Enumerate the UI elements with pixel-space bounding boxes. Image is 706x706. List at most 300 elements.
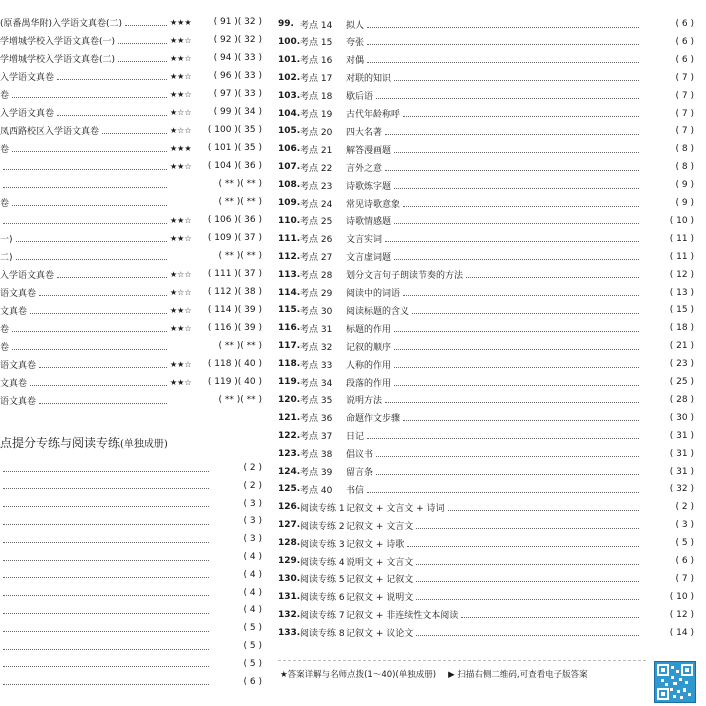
- toc-entry-title: 阅读中的词语: [346, 289, 401, 299]
- toc-row[interactable]: [0, 567, 262, 583]
- toc-row[interactable]: [0, 460, 262, 476]
- toc-row[interactable]: [0, 674, 262, 690]
- toc-entry-category: 阅读专练 1: [300, 503, 345, 514]
- toc-entry-title: 卷: [0, 324, 10, 335]
- difficulty-stars: ★★☆: [170, 89, 192, 99]
- dot-leader: [3, 542, 209, 543]
- toc-page-number: ( 96 )( 33 ): [213, 71, 262, 81]
- toc-page-number: ( 8 ): [675, 162, 694, 173]
- toc-row[interactable]: [0, 266, 262, 282]
- toc-entry-number: 131.: [278, 591, 301, 602]
- dot-leader: [3, 666, 209, 667]
- dot-leader: [125, 25, 167, 26]
- toc-row[interactable]: [278, 159, 694, 175]
- toc-row[interactable]: [278, 356, 694, 372]
- toc-page-number: ( 104 )( 36 ): [207, 161, 262, 171]
- dot-leader: [39, 403, 167, 404]
- footer-note: [280, 668, 652, 680]
- toc-row[interactable]: [278, 267, 694, 283]
- toc-entry-number: 104.: [278, 108, 301, 119]
- dot-leader: [3, 488, 209, 489]
- toc-entry-category: 考点 15: [300, 38, 333, 49]
- toc-page-number: ( 109 )( 37 ): [207, 233, 262, 243]
- toc-row[interactable]: [0, 356, 262, 372]
- toc-page-number: ( 7 ): [675, 90, 694, 101]
- toc-entry-category: 考点 36: [300, 414, 333, 425]
- toc-entry-category: 考点 16: [300, 56, 333, 67]
- toc-page-number: ( 5 ): [243, 641, 262, 651]
- dot-leader: [367, 44, 639, 45]
- toc-entry-category: 考点 39: [300, 468, 333, 478]
- toc-entry-title: 记叙文 + 记叙文: [346, 575, 414, 586]
- toc-page-number: ( 3 ): [243, 516, 262, 527]
- section-heading: [0, 434, 262, 451]
- toc-row[interactable]: [278, 392, 694, 408]
- toc-entry-title: 卷: [0, 198, 10, 209]
- toc-row[interactable]: [0, 620, 262, 636]
- difficulty-stars: ★★☆: [170, 215, 192, 225]
- dot-leader: [3, 169, 167, 170]
- dot-leader: [367, 27, 639, 28]
- toc-page-number: ( 106 )( 36 ): [207, 215, 262, 225]
- toc-page-number: ( 116 )( 39 ): [207, 323, 262, 333]
- toc-page-number: ( 91 )( 32 ): [213, 17, 262, 27]
- toc-entry-title: 划分文言句子朗读节奏的方法: [346, 271, 464, 282]
- toc-entry-number: 105.: [278, 126, 301, 137]
- toc-entry-number: 115.: [278, 305, 301, 316]
- toc-row[interactable]: [0, 338, 262, 354]
- difficulty-stars: ★★☆: [170, 71, 192, 81]
- toc-row[interactable]: [278, 589, 694, 605]
- toc-entry-title: 人称的作用: [346, 360, 392, 371]
- toc-row[interactable]: [0, 104, 262, 120]
- toc-row[interactable]: [278, 553, 694, 569]
- toc-entry-number: 119.: [278, 377, 301, 387]
- toc-page-number: ( 111 )( 37 ): [207, 269, 262, 279]
- toc-entry-category: 考点 27: [300, 253, 333, 264]
- toc-row[interactable]: [278, 517, 694, 533]
- toc-page-number: ( 94 )( 33 ): [213, 53, 262, 63]
- toc-page-number: ( 4 ): [243, 569, 262, 580]
- toc-row[interactable]: [278, 34, 694, 50]
- toc-entry-title: 学增城学校入学语文真卷(二): [0, 54, 116, 65]
- toc-page-number: ( 6 ): [675, 36, 694, 47]
- dot-leader: [3, 649, 209, 650]
- dot-leader: [367, 62, 639, 63]
- toc-page-number: ( 5 ): [675, 538, 694, 549]
- toc-entry-title: 语文真卷: [0, 396, 37, 407]
- toc-entry-category: 考点 24: [300, 199, 333, 210]
- toc-entry-title: 阅读标题的含义: [346, 306, 410, 317]
- toc-entry-title: 卷: [0, 342, 10, 353]
- toc-entry-category: 考点 25: [300, 217, 333, 228]
- toc-entry-category: 考点 33: [300, 360, 333, 371]
- toc-entry-number: 128.: [278, 538, 301, 549]
- toc-page-number: ( 6 ): [675, 19, 694, 29]
- toc-entry-category: 考点 38: [300, 450, 333, 461]
- toc-entry-number: 130.: [278, 573, 301, 584]
- toc-row[interactable]: [278, 52, 694, 68]
- dot-leader: [376, 98, 639, 99]
- toc-entry-title: 语文真卷: [0, 360, 37, 371]
- toc-page-number: ( 7 ): [675, 126, 694, 137]
- dot-leader: [367, 438, 639, 439]
- toc-row[interactable]: [278, 499, 694, 515]
- toc-row[interactable]: [0, 212, 262, 228]
- toc-entry-number: 121.: [278, 412, 301, 423]
- toc-entry-title: 文真卷: [0, 306, 28, 317]
- toc-row[interactable]: [0, 478, 262, 494]
- toc-entry-number: 126.: [278, 502, 301, 513]
- toc-page-number: ( 14 ): [669, 627, 694, 638]
- toc-entry-category: 考点 21: [300, 145, 333, 156]
- toc-row[interactable]: [278, 231, 694, 247]
- toc-row[interactable]: [0, 50, 262, 66]
- toc-entry-number: 116.: [278, 323, 301, 334]
- toc-entry-title: 入学语文真卷: [0, 108, 55, 119]
- toc-row[interactable]: [0, 392, 262, 408]
- toc-page-number: ( ** )( ** ): [218, 341, 262, 351]
- toc-page-number: ( 9 ): [675, 198, 694, 208]
- toc-entry-title: 对偶: [346, 56, 365, 67]
- dot-leader: [394, 349, 639, 350]
- toc-row[interactable]: [0, 302, 262, 318]
- toc-entry-title: 诗歌情感题: [346, 217, 392, 228]
- toc-entry-title: 文言实词: [346, 235, 383, 246]
- difficulty-stars: ★★★: [170, 17, 192, 27]
- toc-page-number: ( 100 )( 35 ): [207, 125, 262, 135]
- toc-entry-title: 记叙文 + 文言文: [346, 521, 414, 532]
- toc-row[interactable]: [278, 571, 694, 587]
- toc-row[interactable]: [0, 602, 262, 618]
- dot-leader: [403, 420, 639, 421]
- toc-page-number: ( 2 ): [243, 463, 262, 473]
- toc-entry-title: 凤西路校区入学语文真卷: [0, 126, 100, 137]
- toc-entry-category: 考点 28: [300, 271, 333, 282]
- toc-entry-title: 命题作文步骤: [346, 414, 401, 425]
- toc-row[interactable]: [278, 625, 694, 641]
- toc-entry-title: 卷: [0, 90, 10, 101]
- toc-entry-number: 118.: [278, 359, 301, 370]
- toc-entry-category: 考点 19: [300, 110, 333, 120]
- toc-entry-title: 二): [0, 252, 13, 263]
- toc-entry-title: 记叙文 + 说明文: [346, 593, 414, 604]
- dot-leader: [3, 631, 209, 632]
- toc-row[interactable]: [0, 638, 262, 654]
- toc-page-number: ( 25 ): [669, 377, 694, 387]
- toc-row[interactable]: [0, 176, 262, 192]
- toc-page-number: ( 21 ): [669, 341, 694, 352]
- toc-entry-number: 132.: [278, 609, 301, 620]
- toc-entry-category: 考点 29: [300, 289, 333, 299]
- dot-leader: [3, 187, 167, 188]
- toc-row[interactable]: [278, 428, 694, 444]
- toc-page-number: ( 8 ): [675, 144, 694, 155]
- toc-row[interactable]: [278, 213, 694, 229]
- toc-page-number: ( 7 ): [675, 108, 694, 119]
- dot-leader: [12, 151, 167, 152]
- toc-entry-title: 语文真卷: [0, 288, 37, 299]
- toc-row[interactable]: [0, 531, 262, 547]
- toc-page-number: ( 28 ): [669, 394, 694, 405]
- toc-entry-number: 123.: [278, 448, 301, 459]
- toc-entry-title: 诗歌炼字题: [346, 181, 392, 192]
- toc-page-number: ( 5 ): [243, 658, 262, 669]
- toc-page-number: ( 6 ): [243, 676, 262, 687]
- toc-page-number: ( 32 ): [669, 484, 694, 495]
- toc-entry-number: 111.: [278, 233, 301, 244]
- toc-entry-category: 考点 37: [300, 432, 333, 443]
- toc-row[interactable]: [0, 496, 262, 512]
- toc-entry-title: 常见诗歌意象: [346, 199, 401, 210]
- dot-leader: [416, 599, 639, 600]
- toc-row[interactable]: [278, 374, 694, 390]
- toc-page-number: ( 18 ): [669, 323, 694, 334]
- toc-row[interactable]: [0, 122, 262, 138]
- toc-row[interactable]: [0, 585, 262, 601]
- toc-entry-title: 卷: [0, 144, 10, 155]
- toc-entry-number: 106.: [278, 144, 301, 155]
- toc-entry-category: 阅读专练 7: [300, 611, 345, 622]
- dot-leader: [394, 259, 639, 260]
- toc-page-number: ( 97 )( 33 ): [213, 89, 262, 99]
- dot-leader: [403, 206, 639, 207]
- toc-page-number: ( 4 ): [243, 552, 262, 562]
- dot-leader: [102, 133, 167, 134]
- toc-row[interactable]: [0, 158, 262, 174]
- toc-row[interactable]: [0, 230, 262, 246]
- footer-divider: [278, 660, 646, 661]
- toc-entry-category: 考点 23: [300, 181, 333, 192]
- toc-entry-category: 阅读专练 2: [300, 521, 345, 532]
- toc-row[interactable]: [278, 285, 694, 301]
- toc-page-number: ( 3 ): [243, 498, 262, 509]
- dot-leader: [416, 581, 639, 582]
- toc-entry-number: 112.: [278, 251, 301, 262]
- toc-row[interactable]: [0, 284, 262, 300]
- dot-leader: [118, 43, 167, 44]
- toc-row[interactable]: [0, 68, 262, 84]
- toc-page-number: ( 4 ): [243, 605, 262, 616]
- toc-row[interactable]: [0, 194, 262, 210]
- toc-page-number: ( 118 )( 40 ): [207, 359, 262, 369]
- dot-leader: [57, 115, 167, 116]
- toc-page-number: ( 5 ): [243, 623, 262, 634]
- toc-entry-number: 99.: [278, 19, 294, 29]
- toc-entry-title: 记叙文 + 非连续性文本阅读: [346, 611, 459, 622]
- toc-row[interactable]: [0, 320, 262, 336]
- dot-leader: [385, 241, 639, 242]
- toc-entry-title: 书信: [346, 485, 365, 496]
- toc-entry-title: 一): [0, 234, 13, 245]
- dot-leader: [3, 613, 209, 614]
- toc-entry-title: 日记: [346, 432, 365, 443]
- dot-leader: [12, 331, 167, 332]
- difficulty-stars: ★★☆: [170, 377, 192, 387]
- difficulty-stars: ★★☆: [170, 35, 192, 45]
- toc-entry-title: 入学语文真卷: [0, 270, 55, 281]
- toc-entry-category: 考点 30: [300, 306, 333, 317]
- toc-row[interactable]: [0, 549, 262, 565]
- toc-row[interactable]: [278, 338, 694, 354]
- difficulty-stars: ★★★: [170, 143, 192, 153]
- toc-entry-category: 考点 40: [300, 485, 333, 496]
- dot-leader: [394, 188, 639, 189]
- toc-entry-title: 对联的知识: [346, 74, 392, 85]
- toc-entry-title: 四大名著: [346, 127, 383, 138]
- toc-page-number: ( 31 ): [669, 448, 694, 459]
- toc-entry-title: 古代年龄称呼: [346, 110, 401, 120]
- toc-entry-number: 101.: [278, 54, 301, 65]
- toc-page-number: ( 3 ): [243, 534, 262, 545]
- toc-entry-category: 阅读专练 6: [300, 593, 345, 604]
- toc-row[interactable]: [278, 16, 694, 32]
- toc-page-number: ( 101 )( 35 ): [207, 143, 262, 153]
- dot-leader: [3, 577, 209, 578]
- toc-row[interactable]: [278, 249, 694, 265]
- dot-leader: [57, 79, 167, 80]
- toc-entry-title: 记叙文 + 诗歌: [346, 539, 405, 550]
- toc-row[interactable]: [0, 513, 262, 529]
- toc-entry-title: 夸张: [346, 38, 365, 49]
- dot-leader: [3, 684, 209, 685]
- dot-leader: [39, 367, 167, 368]
- toc-entry-number: 125.: [278, 484, 301, 495]
- scan-note: ▶ 扫描右侧二维码,可查看电子版答案: [448, 670, 588, 680]
- dot-leader: [394, 367, 639, 368]
- difficulty-stars: ★☆☆: [170, 269, 192, 279]
- difficulty-stars: ★★☆: [170, 323, 192, 333]
- toc-entry-category: 阅读专练 8: [300, 629, 345, 640]
- toc-entry-number: 109.: [278, 198, 301, 208]
- toc-entry-title: 入学语文真卷: [0, 72, 55, 83]
- dot-leader: [12, 349, 167, 350]
- dot-leader: [3, 506, 209, 507]
- toc-entry-title: 段落的作用: [346, 378, 392, 389]
- toc-entry-number: 113.: [278, 269, 301, 280]
- toc-entry-title: 倡议书: [346, 450, 374, 461]
- qr-code-icon[interactable]: [654, 661, 696, 703]
- toc-page-number: ( 112 )( 38 ): [207, 287, 262, 297]
- toc-page-number: ( 6 ): [675, 556, 694, 566]
- dot-leader: [30, 385, 167, 386]
- toc-page-number: ( 23 ): [669, 359, 694, 370]
- toc-entry-title: 记叙的顺序: [346, 342, 392, 353]
- toc-entry-category: 阅读专练 4: [300, 557, 345, 568]
- toc-entry-number: 108.: [278, 180, 301, 191]
- toc-row[interactable]: [0, 374, 262, 390]
- toc-row[interactable]: [278, 535, 694, 551]
- dot-leader: [385, 402, 639, 403]
- toc-row[interactable]: [278, 195, 694, 211]
- dot-leader: [367, 492, 639, 493]
- toc-page-number: ( 30 ): [669, 412, 694, 423]
- difficulty-stars: ★★☆: [170, 53, 192, 63]
- toc-page-number: ( 6 ): [675, 54, 694, 65]
- dot-leader: [394, 152, 639, 153]
- toc-page-number: ( 7 ): [675, 72, 694, 83]
- toc-row[interactable]: [278, 481, 694, 497]
- dot-leader: [39, 295, 167, 296]
- difficulty-stars: ★☆☆: [170, 125, 192, 135]
- toc-row[interactable]: [278, 302, 694, 318]
- toc-row[interactable]: [278, 410, 694, 426]
- dot-leader: [448, 510, 639, 511]
- toc-entry-category: 考点 34: [300, 378, 333, 389]
- difficulty-stars: ★★☆: [170, 161, 192, 171]
- toc-page-number: ( 99 )( 34 ): [213, 107, 262, 117]
- toc-row[interactable]: [278, 464, 694, 480]
- toc-entry-title: 说明文 + 文言文: [346, 557, 414, 568]
- toc-row[interactable]: [278, 607, 694, 623]
- toc-page-number: ( ** )( ** ): [218, 197, 262, 207]
- toc-entry-category: 考点 17: [300, 74, 333, 85]
- toc-row[interactable]: [0, 656, 262, 672]
- toc-row[interactable]: [0, 14, 262, 30]
- toc-entry-category: 考点 31: [300, 324, 333, 335]
- toc-page-number: ( 12 ): [669, 609, 694, 620]
- dot-leader: [466, 277, 639, 278]
- dot-leader: [3, 471, 209, 472]
- toc-entry-title: 说明方法: [346, 396, 383, 407]
- toc-entry-title: 歇后语: [346, 92, 374, 103]
- toc-entry-title: 拟人: [346, 20, 365, 31]
- toc-row[interactable]: [278, 88, 694, 104]
- toc-row[interactable]: [278, 70, 694, 86]
- toc-entry-number: 133.: [278, 627, 301, 638]
- toc-page-number: ( 7 ): [675, 573, 694, 584]
- dot-leader: [30, 313, 167, 314]
- dot-leader: [3, 524, 209, 525]
- toc-entry-category: 考点 26: [300, 235, 333, 246]
- toc-row[interactable]: [278, 141, 694, 157]
- toc-row[interactable]: [278, 446, 694, 462]
- toc-entry-category: 考点 35: [300, 396, 333, 407]
- toc-entry-title: 文言虚词题: [346, 253, 392, 264]
- toc-page-number: ( 4 ): [243, 587, 262, 598]
- toc-row[interactable]: [0, 140, 262, 156]
- dot-leader: [385, 170, 639, 171]
- toc-entry-number: 103.: [278, 90, 301, 101]
- toc-row[interactable]: [278, 106, 694, 122]
- toc-page-number: ( 11 ): [669, 251, 694, 262]
- dot-leader: [394, 223, 639, 224]
- dot-leader: [385, 134, 639, 135]
- toc-entry-title: 记叙文 + 议论文: [346, 629, 414, 640]
- toc-entry-number: 100.: [278, 36, 301, 47]
- dot-leader: [376, 474, 639, 475]
- toc-entry-title: 记叙文 + 文言文 + 诗词: [346, 503, 445, 514]
- section-heading-title: 点提分专练与阅读专练: [0, 436, 121, 450]
- toc-row[interactable]: [278, 320, 694, 336]
- toc-entry-category: 阅读专练 5: [300, 575, 345, 586]
- toc-row[interactable]: [0, 248, 262, 264]
- toc-page-number: ( 12 ): [669, 269, 694, 280]
- difficulty-stars: ★★☆: [170, 233, 192, 243]
- toc-entry-number: 117.: [278, 341, 301, 352]
- toc-entry-category: 考点 18: [300, 92, 333, 103]
- dot-leader: [394, 331, 639, 332]
- toc-page-number: ( ** )( ** ): [218, 395, 262, 405]
- toc-entry-category: 考点 32: [300, 342, 333, 353]
- toc-page-number: ( 9 ): [675, 180, 694, 191]
- dot-leader: [12, 205, 167, 206]
- toc-row[interactable]: [278, 123, 694, 139]
- toc-row[interactable]: [278, 177, 694, 193]
- toc-entry-title: 文真卷: [0, 378, 28, 389]
- toc-row[interactable]: [0, 86, 262, 102]
- toc-row[interactable]: [0, 32, 262, 48]
